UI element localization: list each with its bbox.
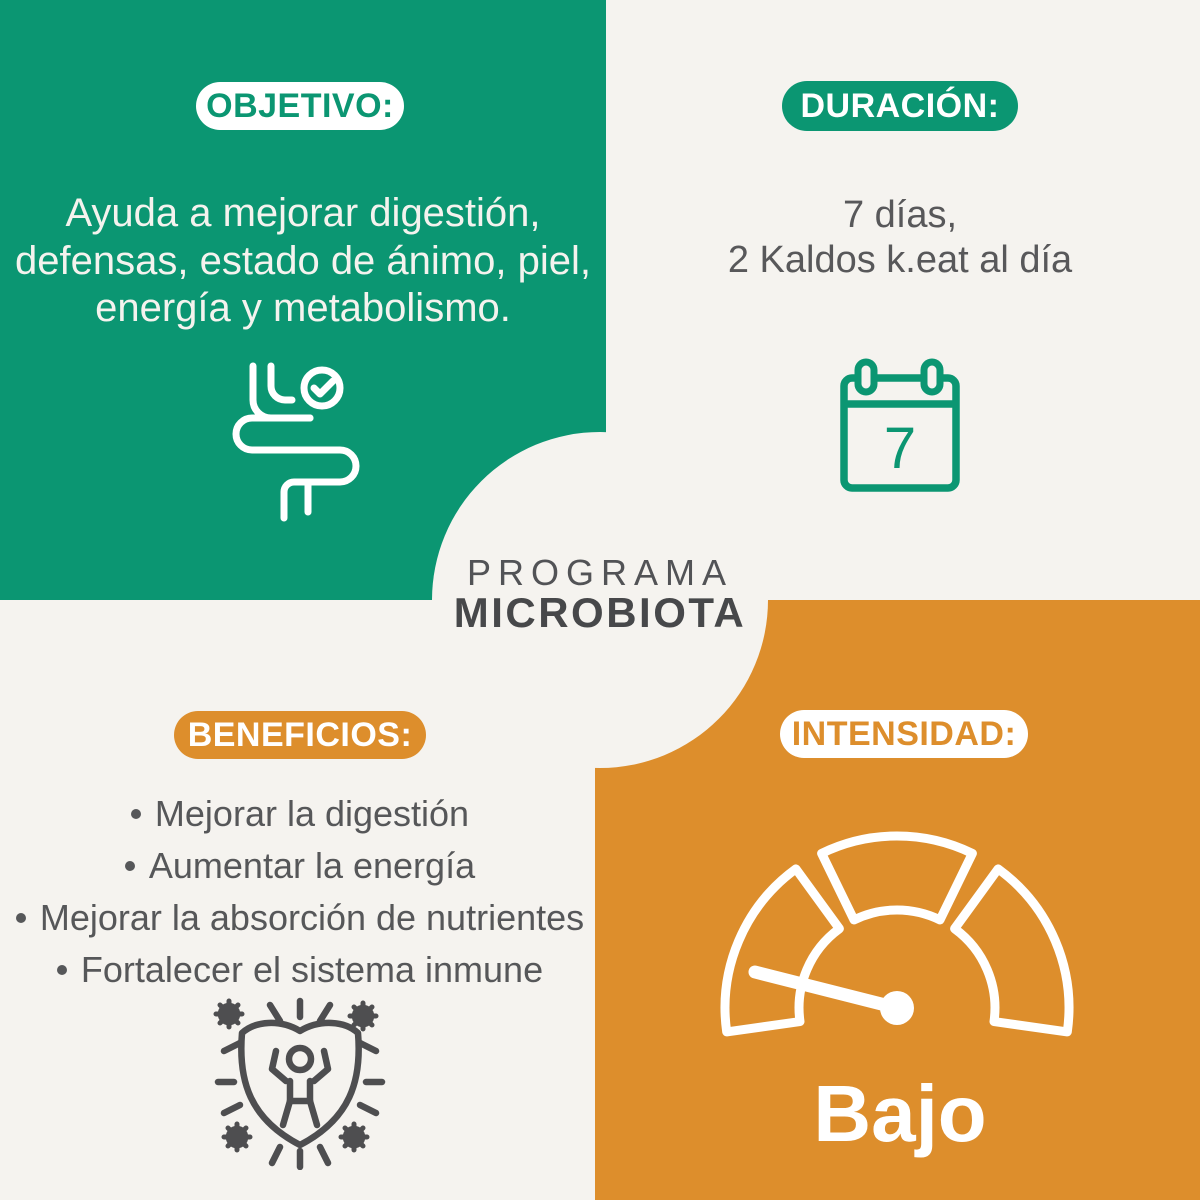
gauge-low-icon <box>700 825 1100 1040</box>
benefit-text: Fortalecer el sistema inmune <box>80 949 544 990</box>
list-item <box>0 944 600 996</box>
intestine-check-icon <box>222 356 382 528</box>
objective-badge-label: OBJETIVO: <box>206 86 394 125</box>
benefits-badge-label: BENEFICIOS: <box>187 715 413 754</box>
list-item <box>0 892 600 944</box>
list-item <box>0 840 600 892</box>
gear-icon <box>350 1003 376 1029</box>
bullet-dot <box>131 809 141 819</box>
objective-text-line: energía y metabolismo. <box>95 286 511 330</box>
bullet-dot <box>57 965 67 975</box>
calendar-icon <box>838 356 968 496</box>
program-title-line2: MICROBIOTA <box>453 589 747 636</box>
duration-badge-label: DURACIÓN: <box>800 86 1000 125</box>
benefit-text: Mejorar la absorción de nutrientes <box>39 897 585 938</box>
benefits-badge <box>174 711 426 759</box>
objective-text-line: defensas, estado de ánimo, piel, <box>15 238 591 283</box>
objective-text <box>0 190 606 333</box>
intensity-level-text: Bajo <box>813 1069 987 1158</box>
list-item <box>0 788 600 840</box>
gear-icon <box>216 1001 242 1027</box>
bullet-dot <box>125 861 135 871</box>
calendar-day-number: 7 <box>883 416 917 481</box>
benefit-text: Mejorar la digestión <box>154 793 470 834</box>
duration-text-line: 7 días, <box>842 194 958 236</box>
gear-icon <box>224 1124 250 1150</box>
benefit-text: Aumentar la energía <box>148 845 476 886</box>
objective-text-line: Ayuda a mejorar digestión, <box>65 191 541 235</box>
duration-text <box>600 193 1200 283</box>
shield-person-icon <box>210 995 390 1170</box>
duration-badge <box>782 81 1018 131</box>
benefits-list <box>0 788 600 996</box>
program-title-line1: PROGRAMA <box>466 552 734 593</box>
objective-badge <box>196 82 404 130</box>
duration-text-line: 2 Kaldos k.eat al día <box>727 239 1073 281</box>
gear-icon <box>341 1124 367 1150</box>
bullet-dot <box>16 913 26 923</box>
intensity-badge <box>780 710 1028 758</box>
gauge-needle <box>755 972 914 1025</box>
intensity-badge-label: INTENSIDAD: <box>791 714 1017 753</box>
